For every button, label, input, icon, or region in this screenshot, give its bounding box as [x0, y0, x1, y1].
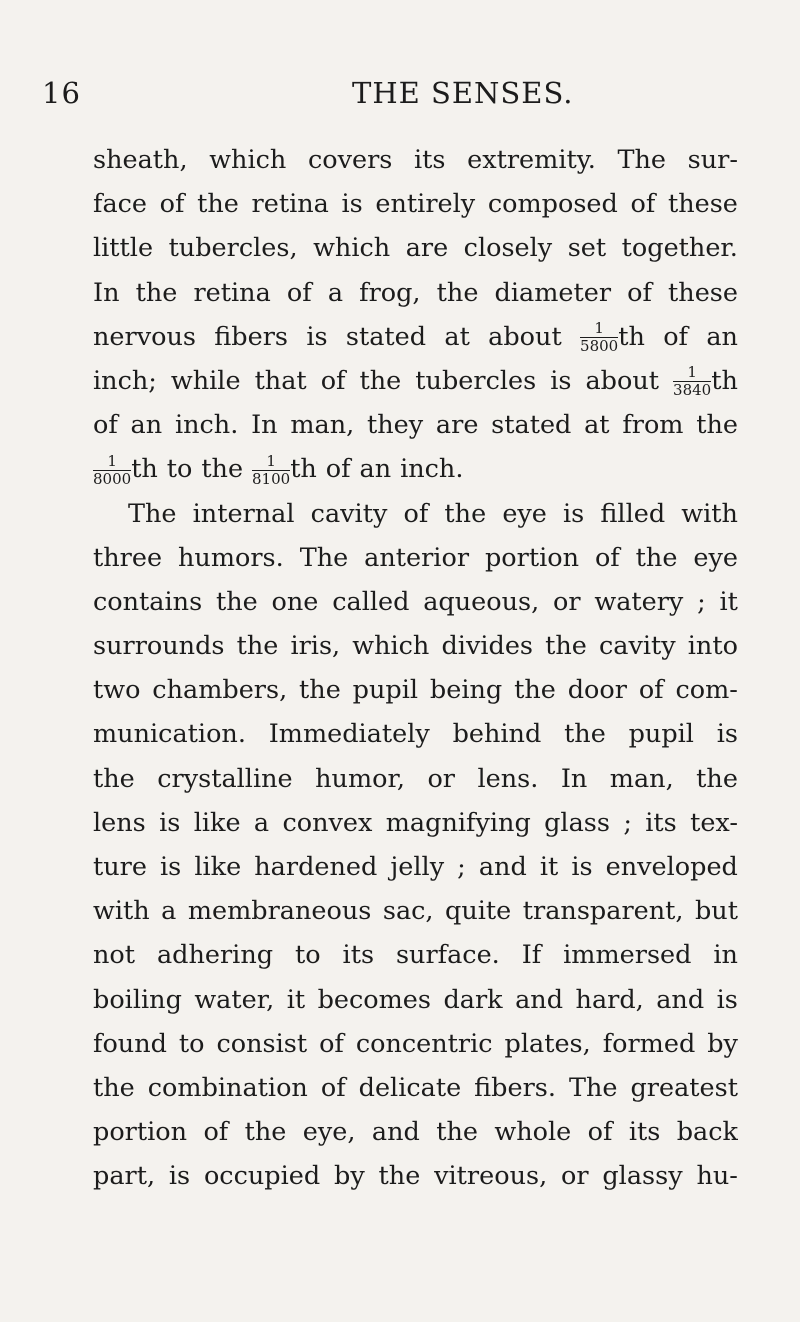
word: its: [645, 807, 677, 838]
text-line: [93, 580, 738, 624]
word: pupil: [352, 675, 419, 706]
word: the: [635, 542, 678, 573]
text-line: [93, 226, 738, 270]
word: these: [667, 189, 738, 220]
text-line: [93, 757, 738, 801]
word: a: [161, 896, 177, 927]
word: stated: [345, 321, 427, 352]
word: at: [584, 410, 610, 441]
word: delicate: [358, 1072, 462, 1103]
word: tubercles: [415, 365, 537, 396]
word: like: [193, 807, 241, 838]
word: one: [271, 586, 319, 617]
word: with: [681, 498, 738, 529]
word: the: [696, 763, 738, 794]
word: is: [160, 852, 182, 882]
text-line: [93, 1066, 738, 1110]
word: sac,: [382, 896, 434, 927]
word: eye,: [302, 1117, 356, 1148]
word: ;: [697, 586, 706, 617]
word: the: [93, 1072, 135, 1103]
text-line: [93, 138, 738, 182]
word: and: [371, 1117, 420, 1148]
text-line: [93, 624, 738, 668]
word: watery: [594, 586, 684, 617]
word: by: [334, 1161, 365, 1192]
word: The: [128, 498, 177, 529]
text-line: [93, 978, 738, 1022]
word: The: [299, 542, 349, 573]
word: of: [320, 365, 346, 396]
text-line: [93, 801, 738, 845]
word: which: [209, 145, 287, 175]
word: divides: [441, 631, 534, 662]
word: filled: [600, 498, 666, 529]
page-number: 16: [42, 76, 81, 110]
word: anterior: [364, 542, 470, 573]
word: the: [135, 277, 178, 308]
word: cavity: [310, 498, 388, 529]
text-line: [93, 403, 738, 447]
word: formed: [602, 1028, 696, 1059]
word: to: [166, 454, 193, 485]
word: from: [622, 410, 684, 441]
word: not: [93, 940, 136, 971]
word: are: [405, 233, 449, 264]
text-line: [93, 315, 738, 359]
word: about: [585, 365, 660, 396]
word: frog,: [359, 277, 421, 308]
word: com-: [675, 675, 738, 706]
word: of: [319, 1028, 344, 1059]
word: transparent,: [522, 896, 684, 927]
word: man,: [290, 410, 355, 441]
word: or: [553, 586, 581, 617]
word: dark: [443, 984, 503, 1015]
word: sur-: [687, 145, 738, 175]
text-line: [93, 712, 738, 756]
word: of: [286, 277, 312, 308]
word: the: [564, 719, 606, 750]
word: becomes: [317, 984, 431, 1015]
word: it: [286, 984, 306, 1015]
word: hu-: [696, 1161, 738, 1192]
word: its: [414, 145, 446, 175]
word: while: [170, 365, 241, 396]
word: these: [668, 277, 738, 308]
word: consist: [216, 1028, 308, 1059]
word: its: [628, 1117, 661, 1148]
word: is: [159, 807, 181, 838]
word: and: [478, 852, 527, 882]
word: the: [93, 763, 135, 794]
word: an: [706, 321, 738, 352]
word: door: [567, 675, 627, 706]
word: nervous: [93, 321, 196, 352]
word: In: [560, 763, 588, 794]
word: boiling: [93, 984, 182, 1015]
word: or: [427, 763, 455, 794]
word: inch.: [174, 410, 239, 441]
word: eye: [502, 498, 547, 529]
fraction-3: $\frac{1}{8000}$ th: [93, 451, 158, 488]
fraction-2: $\frac{1}{3840}$ th: [673, 363, 738, 400]
text-line: [93, 933, 738, 977]
word: retina: [251, 189, 329, 220]
word: humor,: [315, 763, 405, 794]
word: of: [159, 189, 185, 220]
word: of: [663, 321, 688, 352]
word: inch.: [400, 454, 464, 485]
word: In: [93, 277, 120, 308]
text-line: [93, 1110, 738, 1154]
word: composed: [487, 189, 618, 220]
word: which: [313, 233, 391, 264]
word: the: [514, 675, 556, 706]
word: internal: [192, 498, 295, 529]
body-text: [93, 138, 738, 1199]
text-line: [93, 845, 738, 889]
word: vitreous,: [434, 1161, 548, 1192]
text-line: [93, 359, 738, 403]
word: pupil: [628, 719, 694, 750]
word: with: [93, 896, 150, 927]
word: stated: [491, 410, 572, 441]
word: tubercles,: [168, 233, 298, 264]
word: water,: [194, 984, 275, 1015]
word: aqueous,: [423, 586, 540, 617]
word: a: [327, 277, 344, 308]
word: by: [707, 1028, 738, 1059]
word: inch;: [93, 365, 157, 396]
word: is: [168, 1161, 191, 1192]
word: the: [359, 365, 402, 396]
word: the: [201, 454, 244, 485]
word: portion: [93, 1117, 188, 1148]
word: the: [444, 498, 487, 529]
text-line: [93, 447, 738, 491]
word: ture: [93, 852, 147, 882]
word: adhering: [156, 940, 274, 971]
word: sheath,: [93, 145, 188, 175]
word: three: [93, 542, 163, 573]
word: but: [694, 896, 738, 927]
word: is: [550, 365, 572, 396]
page-header: [42, 76, 742, 116]
word: In: [251, 410, 278, 441]
word: the: [197, 189, 239, 220]
word: an: [130, 410, 163, 441]
word: hardened: [254, 852, 378, 882]
word: glass: [544, 807, 610, 838]
word: Immediately: [268, 719, 430, 750]
word: magnifying: [385, 807, 531, 838]
word: called: [332, 586, 410, 617]
word: enveloped: [605, 852, 738, 882]
word: in: [713, 940, 738, 971]
word: back: [676, 1117, 738, 1148]
word: are: [435, 410, 479, 441]
word: to: [295, 940, 321, 971]
word: extremity.: [467, 145, 596, 175]
word: which: [352, 631, 430, 662]
word: If: [521, 940, 542, 971]
word: iris,: [290, 631, 341, 662]
word: the: [378, 1161, 421, 1192]
text-line: [93, 668, 738, 712]
word: like: [194, 852, 242, 882]
word: is: [571, 852, 593, 882]
word: occupied: [203, 1161, 321, 1192]
word: is: [563, 498, 585, 529]
word: of: [93, 410, 118, 441]
running-head: THE SENSES.: [352, 76, 574, 110]
word: covers: [307, 145, 393, 175]
word: portion: [484, 542, 579, 573]
word: of: [638, 675, 664, 706]
word: of: [630, 189, 656, 220]
word: convex: [282, 807, 373, 838]
word: contains: [93, 586, 203, 617]
text-line: [93, 182, 738, 226]
fraction-4: $\frac{1}{8100}$ th: [252, 451, 317, 488]
word: set: [567, 233, 607, 264]
text-line: [93, 889, 738, 933]
word: together.: [621, 233, 738, 264]
word: and: [515, 984, 564, 1015]
word: the: [436, 1117, 478, 1148]
word: munication.: [93, 719, 246, 750]
word: jelly: [390, 852, 445, 882]
word: is: [306, 321, 328, 352]
word: it: [719, 586, 738, 617]
word: diameter: [494, 277, 612, 308]
word: closely: [463, 233, 553, 264]
word: of: [325, 454, 351, 485]
word: fibers: [214, 321, 288, 352]
word: or: [561, 1161, 589, 1192]
word: The: [617, 145, 667, 175]
word: they: [367, 410, 424, 441]
word: the: [696, 410, 738, 441]
word: the: [244, 1117, 287, 1148]
word: into: [687, 631, 738, 662]
text-line: [93, 1154, 738, 1198]
word: of: [320, 1072, 346, 1103]
word: crystalline: [157, 763, 293, 794]
word: the: [545, 631, 587, 662]
word: The: [568, 1072, 618, 1103]
word: chambers,: [152, 675, 288, 706]
word: man,: [609, 763, 674, 794]
word: surface.: [395, 940, 500, 971]
word: ;: [457, 852, 466, 882]
word: whole: [494, 1117, 572, 1148]
word: entirely: [375, 189, 476, 220]
word: about: [488, 321, 562, 352]
word: of: [627, 277, 652, 308]
word: glassy: [602, 1161, 683, 1192]
word: retina: [193, 277, 271, 308]
word: concentric: [355, 1028, 493, 1059]
word: eye: [693, 542, 738, 573]
word: being: [429, 675, 503, 706]
text-line: [93, 271, 738, 315]
word: plates,: [504, 1028, 591, 1059]
word: humors.: [177, 542, 284, 573]
word: it: [539, 852, 559, 882]
word: greatest: [630, 1072, 738, 1103]
word: its: [342, 940, 375, 971]
word: to: [178, 1028, 205, 1059]
word: quite: [445, 896, 512, 927]
word: of: [403, 498, 429, 529]
word: two: [93, 675, 141, 706]
text-line: [93, 492, 738, 536]
word: of: [203, 1117, 229, 1148]
word: ;: [623, 807, 632, 838]
word: hard,: [575, 984, 644, 1015]
word: is: [716, 984, 738, 1015]
fraction-1: $\frac{1}{5800}$ th: [580, 319, 645, 356]
word: that: [254, 365, 307, 396]
word: face: [93, 189, 148, 220]
word: is: [341, 189, 363, 220]
text-line: [93, 536, 738, 580]
word: the: [436, 277, 479, 308]
word: surrounds: [93, 631, 225, 662]
word: fibers.: [474, 1072, 556, 1103]
word: tex-: [690, 807, 738, 838]
word: cavity: [598, 631, 676, 662]
word: of: [594, 542, 620, 573]
word: part,: [93, 1161, 156, 1192]
word: lens.: [477, 763, 539, 794]
word: an: [359, 454, 392, 485]
word: the: [215, 586, 258, 617]
word: lens: [93, 807, 146, 838]
word: of: [587, 1117, 613, 1148]
word: the: [299, 675, 341, 706]
word: and: [656, 984, 705, 1015]
word: membraneous: [187, 896, 372, 927]
text-line: [93, 1022, 738, 1066]
word: behind: [452, 719, 542, 750]
word: combination: [147, 1072, 308, 1103]
word: little: [93, 233, 154, 264]
word: a: [253, 807, 270, 838]
word: immersed: [563, 940, 692, 971]
word: the: [236, 631, 279, 662]
word: found: [93, 1028, 167, 1059]
word: is: [716, 719, 738, 750]
word: at: [444, 321, 470, 352]
